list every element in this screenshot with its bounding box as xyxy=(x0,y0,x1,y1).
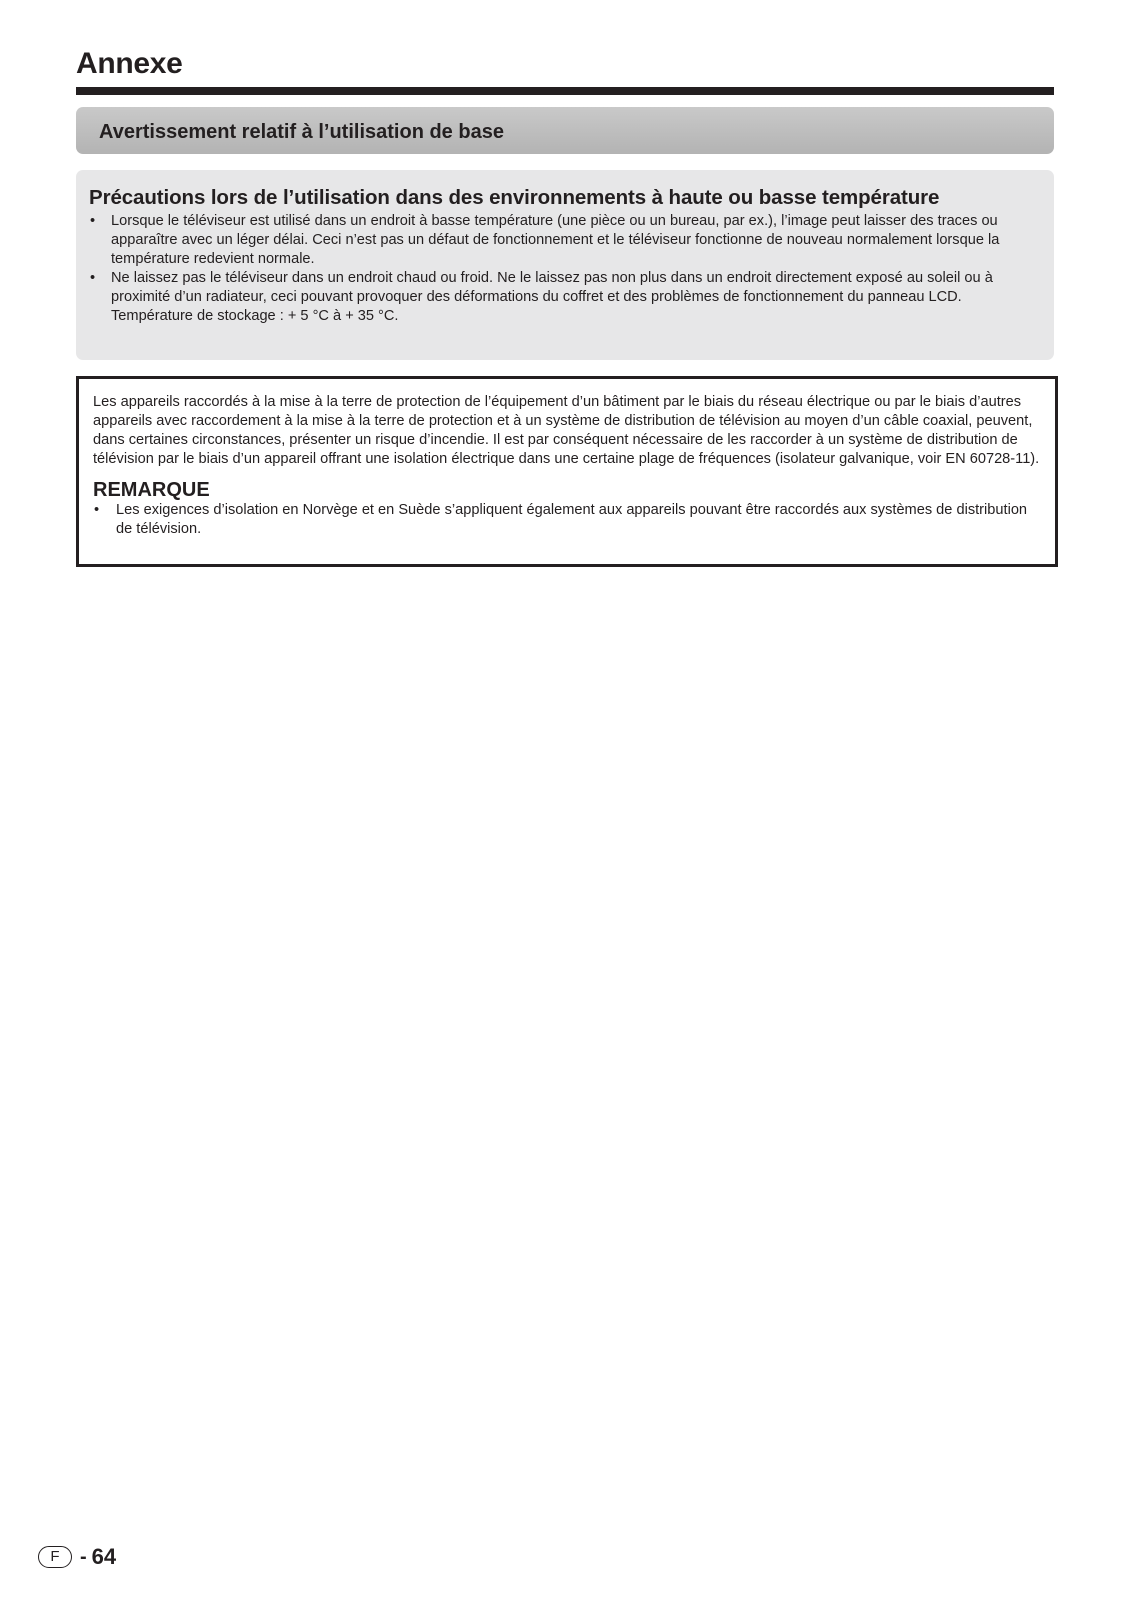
list-item-text: Ne laissez pas le téléviseur dans un endroit chaud ou froid. Ne le laissez pas non plus dans un endroit directement exposé au soleil ou à proximité d’un radiateur, ceci pouvant provoquer des déformations du coffret et des problèmes de fonctionnement du panneau LCD. xyxy=(111,270,993,305)
list-item-text: Les exigences d’isolation en Norvège et en Suède s’appliquent également aux appareils pouvant être raccordés aux systèmes de distribution de télévision. xyxy=(116,502,1028,537)
section-heading: Avertissement relatif à l’utilisation de base xyxy=(99,121,504,143)
precautions-box xyxy=(76,170,1054,360)
page-number-separator: - xyxy=(80,1545,87,1568)
precautions-heading: Précautions lors de l’utilisation dans des environnements à haute ou basse température xyxy=(89,186,940,209)
precautions-list xyxy=(89,212,1040,326)
title-rule xyxy=(76,87,1054,95)
remark-list xyxy=(93,501,1043,539)
list-item xyxy=(89,269,1040,326)
bullet-icon: • xyxy=(94,502,100,518)
page-number xyxy=(38,1543,116,1570)
list-item xyxy=(89,212,1040,269)
page-title: Annexe xyxy=(76,47,183,80)
storage-temperature: Température de stockage : + 5 °C à + 35 °C. xyxy=(111,308,399,324)
section-header-bar xyxy=(76,107,1054,154)
list-item xyxy=(93,501,1043,539)
earthing-notice-box xyxy=(76,376,1058,567)
page-number-value: 64 xyxy=(91,1543,117,1569)
bullet-icon: • xyxy=(90,213,96,229)
earthing-notice-text: Les appareils raccordés à la mise à la terre de protection de l’équipement d’un bâtiment par le biais du réseau électrique ou par le biais d’autres appareils avec raccordement à la mise à la terre de protection et à un système de distribution de télévision au moyen d’un câble coaxial, peuvent, dans certaines circonstances, présenter un risque d’incendie. Il est par conséquent nécessaire de les raccorder à un système de distribution de télévision par le biais d’un appareil offrant une isolation électrique dans une certaine plage de fréquences (isolateur galvanique, voir EN 60728-11). xyxy=(93,394,1040,467)
remark-heading: REMARQUE xyxy=(93,479,210,501)
language-badge: F xyxy=(38,1546,72,1568)
bullet-icon: • xyxy=(90,270,96,286)
list-item-text: Lorsque le téléviseur est utilisé dans un endroit à basse température (une pièce ou un bureau, par ex.), l’image peut laisser des traces ou apparaître avec un léger délai. Ceci n’est pas un défaut de fonctionnement et le téléviseur fonctionne de nouveau normalement lorsque la température redevient normale. xyxy=(111,213,1000,267)
